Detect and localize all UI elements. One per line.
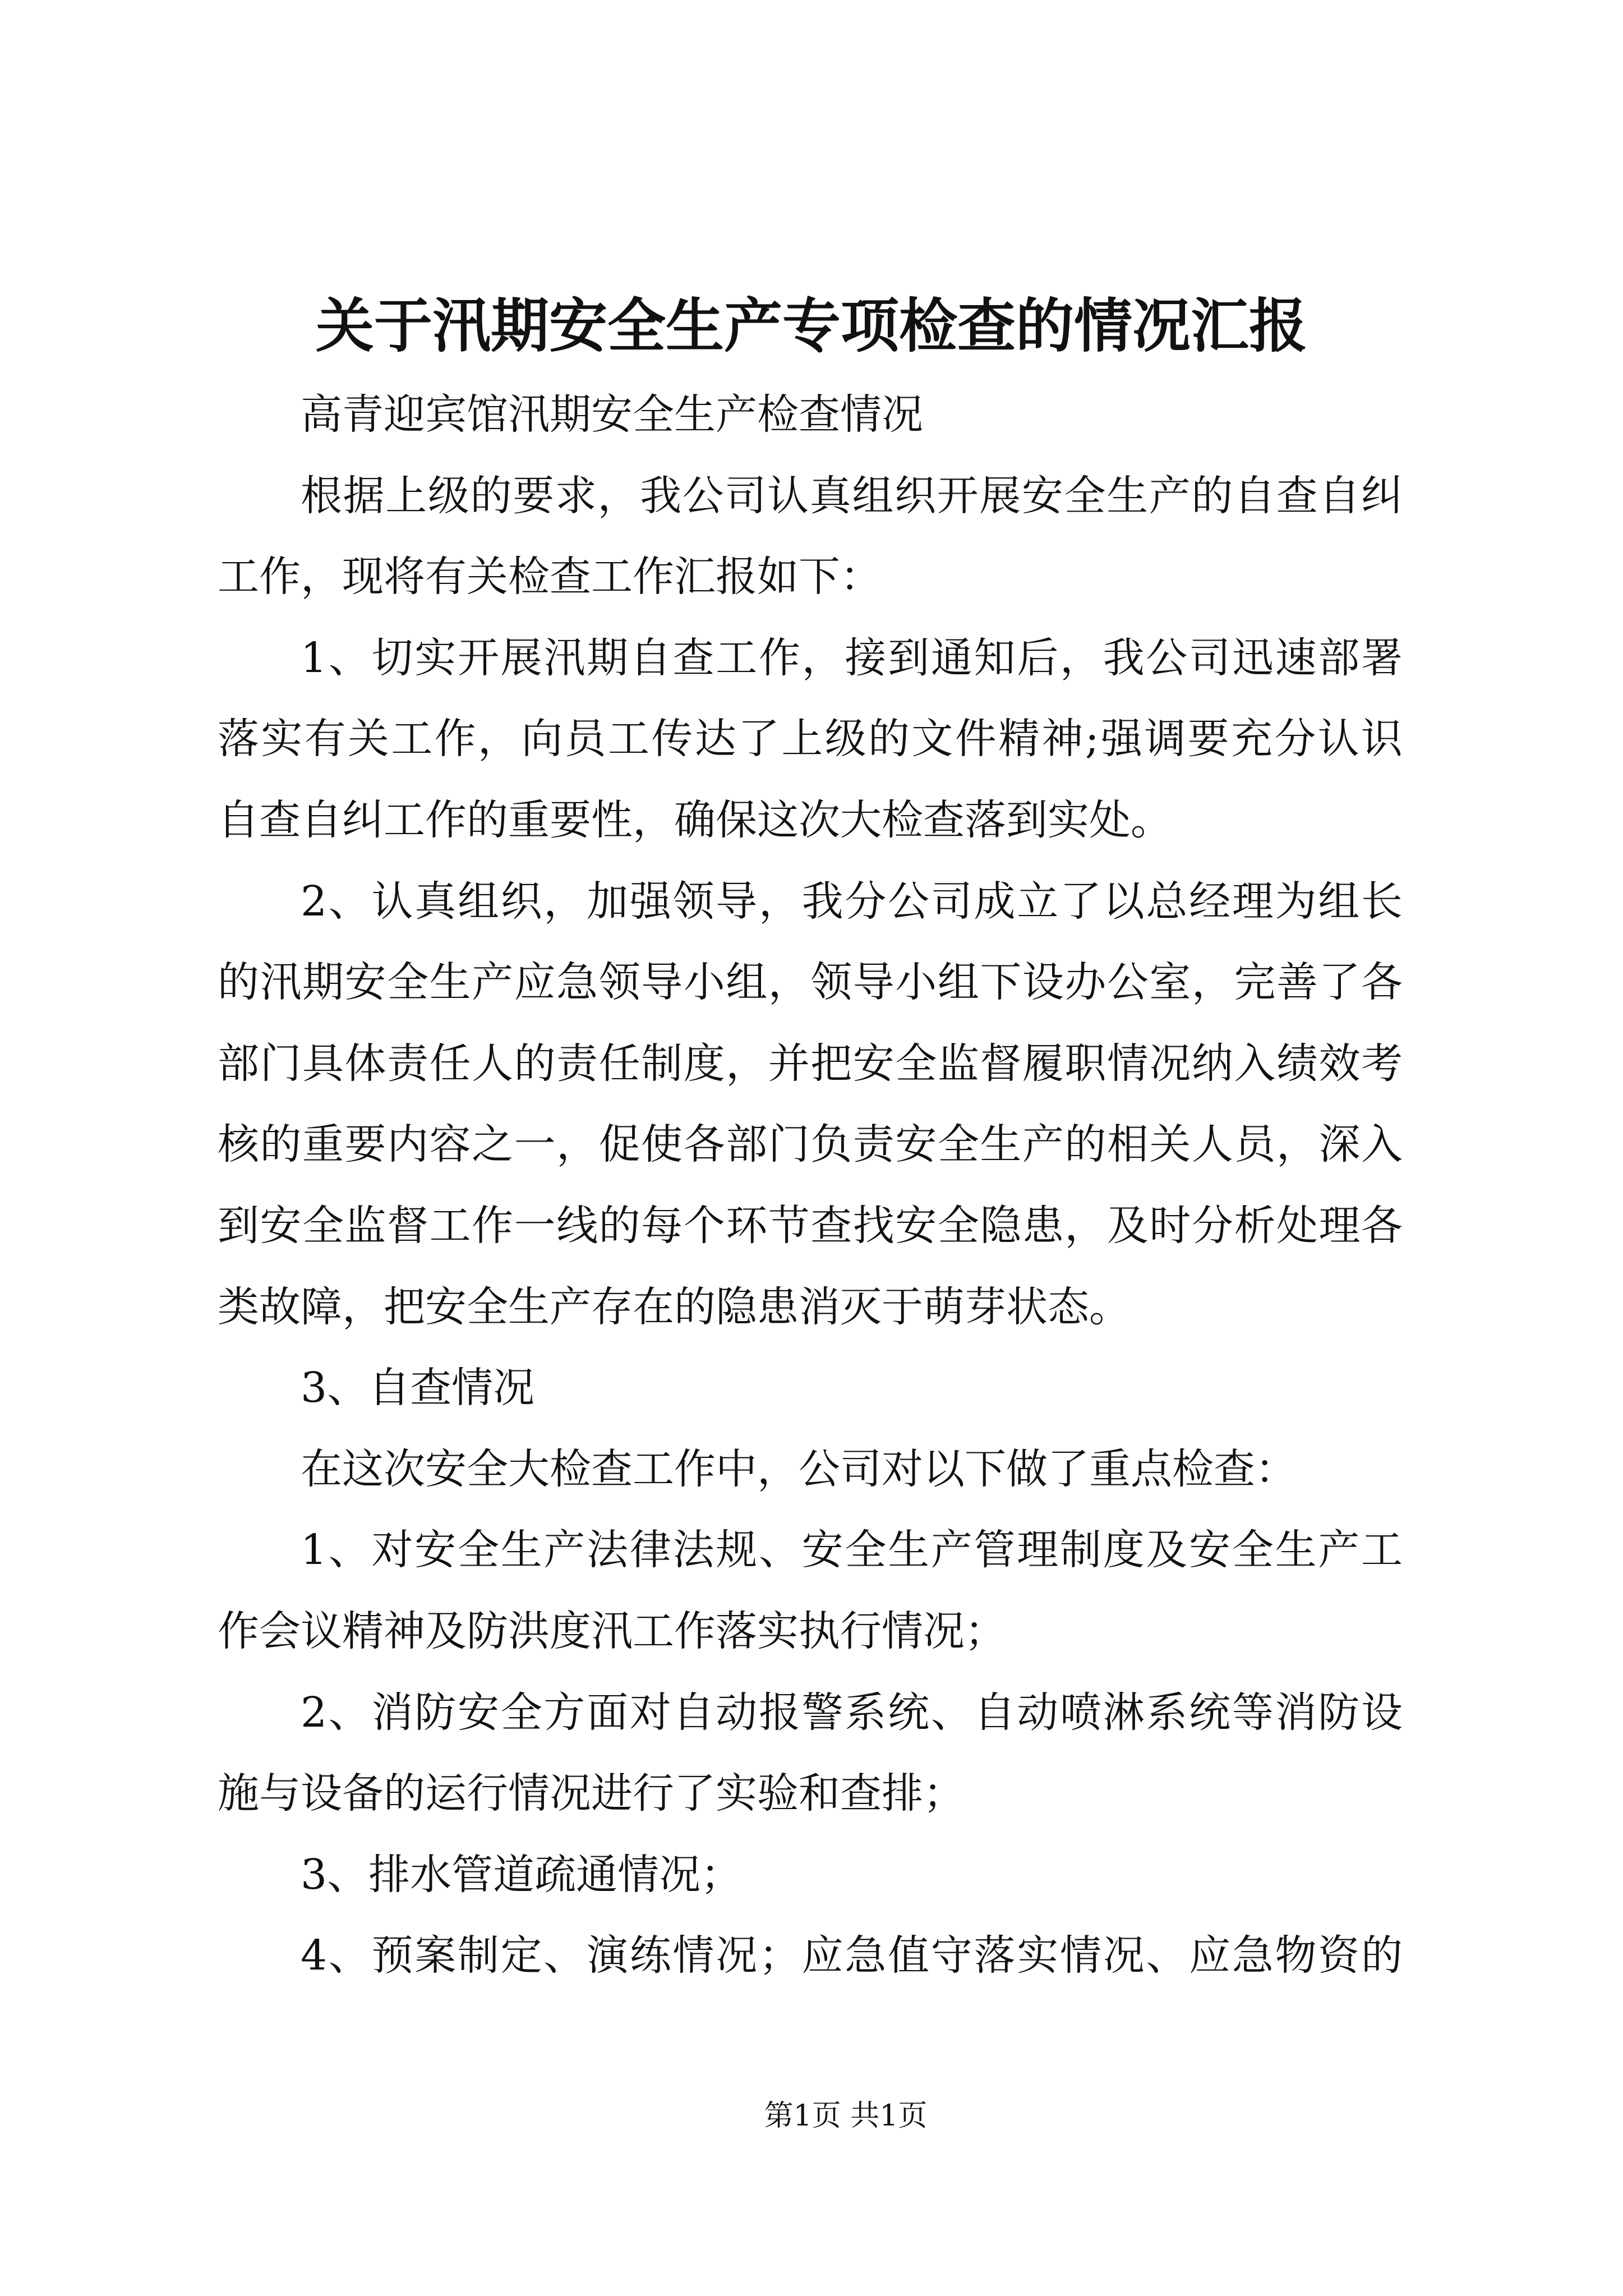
paragraph-line: 落实有关工作，向员工传达了上级的文件精神;强调要充分认识	[218, 715, 1403, 763]
paragraph	[218, 1672, 1403, 1834]
paragraph-line: 根据上级的要求，我公司认真组织开展安全生产的自查自纠	[301, 471, 1403, 520]
paragraph	[218, 618, 1403, 861]
paragraph	[218, 861, 1403, 1348]
paragraph-line: 4、预案制定、演练情况；应急值守落实情况、应急物资的	[301, 1931, 1403, 1980]
paragraph-line: 部门具体责任人的责任制度，并把安全监督履职情况纳入绩效考	[218, 1039, 1403, 1088]
paragraph	[218, 1834, 1403, 1916]
paragraph-line: 的汛期安全生产应急领导小组，领导小组下设办公室，完善了各	[218, 958, 1403, 1007]
paragraph-line: 1、对安全生产法律法规、安全生产管理制度及安全生产工	[301, 1526, 1403, 1575]
paragraph	[218, 1429, 1403, 1510]
document-title: 关于汛期安全生产专项检查的情况汇报	[315, 291, 1307, 360]
paragraph-line: 工作，现将有关检查工作汇报如下：	[218, 553, 882, 601]
paragraph-line: 作会议精神及防洪度汛工作落实执行情况；	[218, 1607, 1006, 1655]
paragraph-line: 在这次安全大检查工作中，公司对以下做了重点检查：	[301, 1444, 1297, 1493]
page-number-footer: 第1页 共1页	[764, 2099, 928, 2133]
paragraph-line: 核的重要内容之一，促使各部门负责安全生产的相关人员，深入	[218, 1120, 1403, 1169]
paragraph-line: 高青迎宾馆汛期安全生产检查情况	[301, 390, 923, 439]
paragraph	[218, 374, 1403, 455]
paragraph	[218, 1915, 1403, 1996]
paragraph-line: 2、认真组织，加强领导，我分公司成立了以总经理为组长	[301, 877, 1403, 926]
paragraph-line: 施与设备的运行情况进行了实验和查排；	[218, 1769, 965, 1818]
paragraph	[218, 455, 1403, 618]
paragraph	[218, 1347, 1403, 1429]
paragraph-line: 类故障，把安全生产存在的隐患消灭于萌芽状态。	[218, 1282, 1131, 1331]
paragraph-line: 3、排水管道疏通情况；	[301, 1850, 743, 1899]
paragraph-line: 到安全监督工作一线的每个环节查找安全隐患，及时分析处理各	[218, 1201, 1403, 1250]
paragraph-line: 自查自纠工作的重要性，确保这次大检查落到实处。	[218, 795, 1172, 844]
paragraph	[218, 1510, 1403, 1672]
paragraph-line: 1、切实开展汛期自查工作，接到通知后，我公司迅速部署	[301, 633, 1403, 682]
paragraph-line: 2、消防安全方面对自动报警系统、自动喷淋系统等消防设	[301, 1688, 1403, 1737]
document-body	[218, 374, 1403, 1996]
paragraph-line: 3、自查情况	[301, 1364, 535, 1412]
